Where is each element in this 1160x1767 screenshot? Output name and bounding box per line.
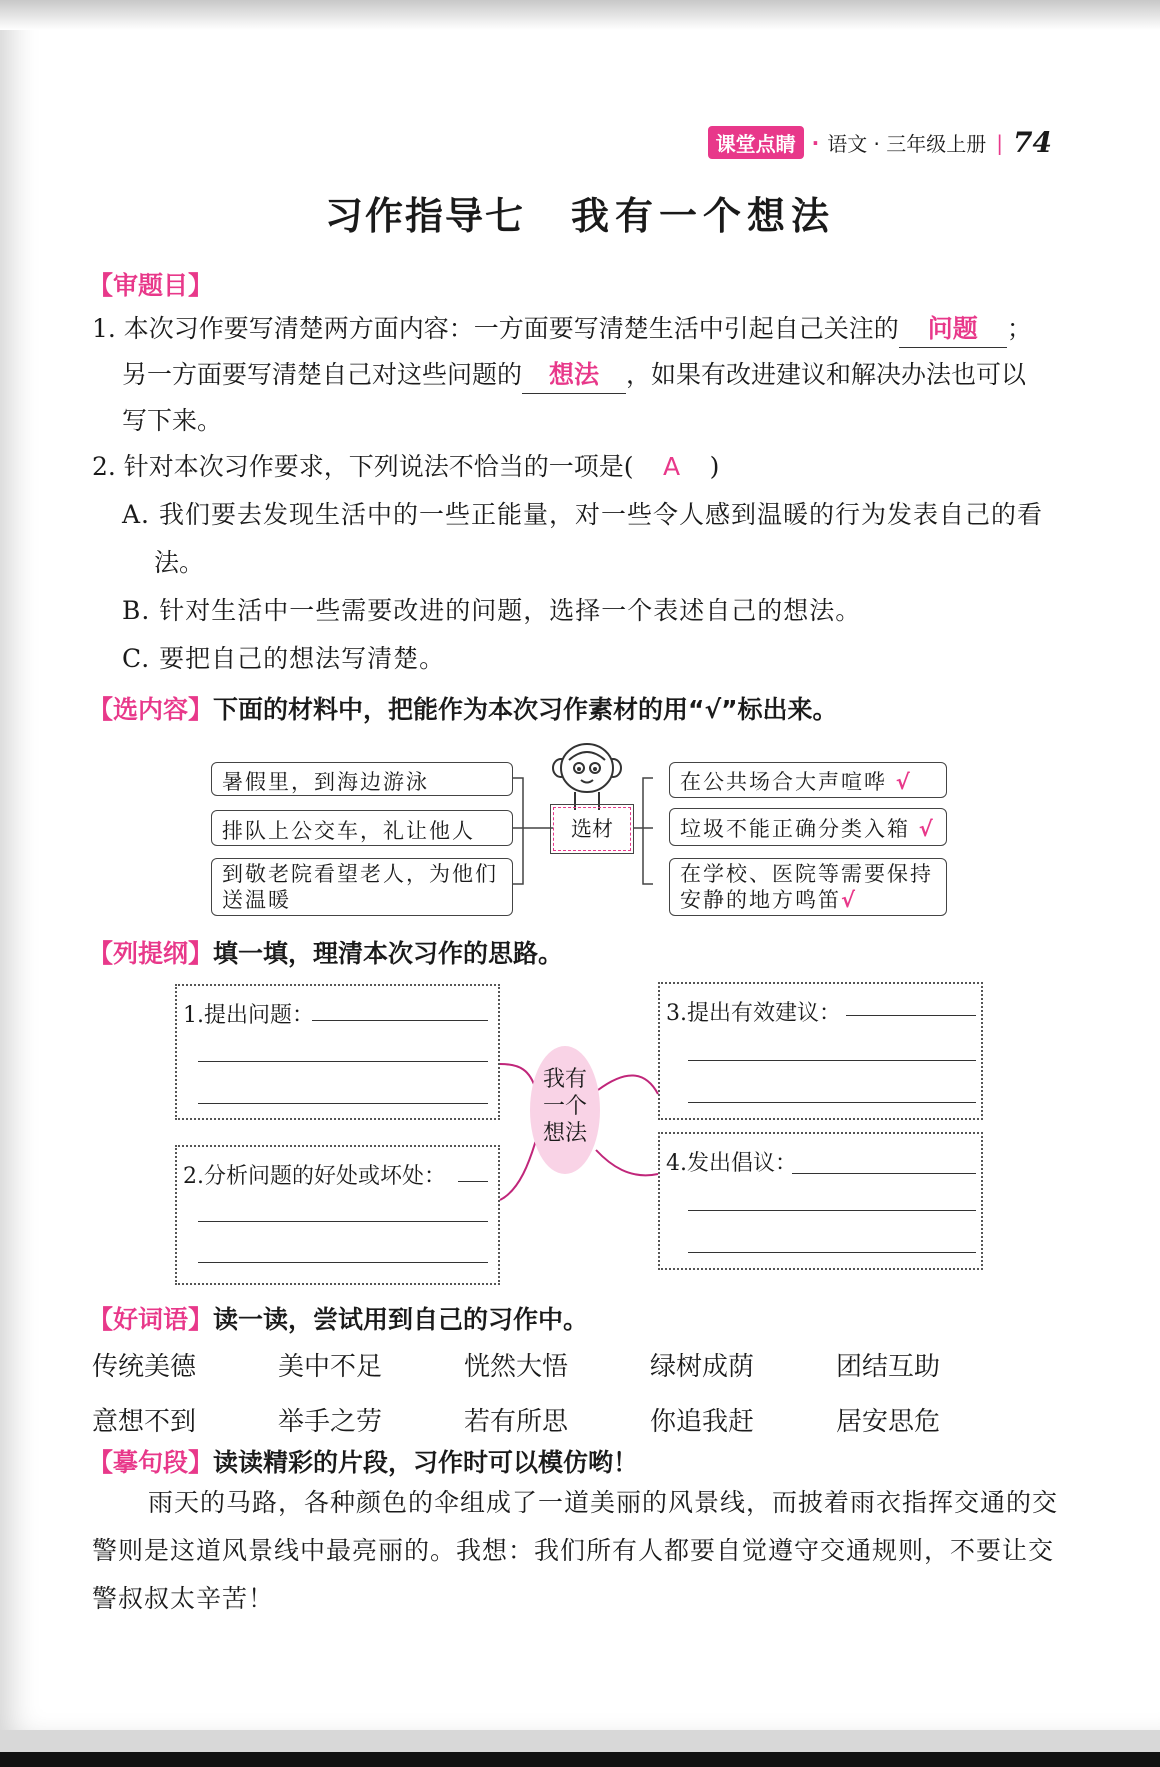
header-dot: · [811, 130, 820, 155]
material-right-3 [669, 858, 947, 916]
center-text-2: 一个 [542, 1094, 587, 1119]
section-tag: 【列提纲】 [88, 939, 214, 968]
q1-text: 1. 本次习作要写清楚两方面内容：一方面要写清楚生活中引起自己关注的 [92, 314, 899, 343]
q1-text-2b: ，如果有改进建议和解决办法也可以 [626, 360, 1027, 389]
section-tag: 【审题目】 [88, 271, 214, 300]
outline-box-3 [658, 982, 983, 1120]
header-separator: | [996, 130, 1004, 155]
answer-line[interactable] [198, 1103, 488, 1104]
passage-line-2: 警则是这道风景线中最亮丽的。我想：我们所有人都要自觉遵守交通规则，不要让交 [92, 1536, 1055, 1565]
answer-line[interactable] [792, 1173, 976, 1174]
word-item: 居安思危 [836, 1407, 941, 1437]
material-right-2-text: 垃圾不能正确分类入箱 [680, 817, 910, 841]
word-item: 美中不足 [278, 1352, 383, 1382]
section-litigang-heading [88, 934, 563, 970]
outline-box-4 [658, 1132, 983, 1270]
section-instruction: 读读精彩的片段，习作时可以模仿哟！ [213, 1448, 639, 1477]
q1-answer2-blank: 想法 [522, 357, 626, 394]
q1-semicolon: ； [1006, 314, 1032, 343]
section-tag: 【摹句段】 [88, 1448, 214, 1477]
material-right-1 [669, 762, 947, 798]
page-number: 74 [1013, 126, 1052, 159]
material-right-1-text: 在公共场合大声喧哗 [680, 770, 887, 794]
bottom-bar [0, 1752, 1160, 1767]
center-text-3: 想法 [542, 1121, 587, 1146]
check-mark: √ [895, 770, 912, 794]
answer-line[interactable] [688, 1060, 976, 1061]
check-mark: √ [918, 817, 935, 841]
q2-stem-text: 2. 针对本次习作要求，下列说法不恰当的一项是( [92, 452, 634, 481]
subject-label: 语文 · 三年级上册 [827, 132, 987, 156]
q1-line3: 写下来。 [122, 406, 223, 435]
outline-box-1 [175, 984, 500, 1120]
word-item: 绿树成荫 [650, 1352, 755, 1382]
monkey-icon [547, 738, 627, 814]
answer-line[interactable] [458, 1181, 488, 1182]
word-item: 意想不到 [92, 1407, 197, 1437]
outline-box-4-label: 4.发出倡议： [666, 1151, 797, 1176]
section-haociyu-heading [88, 1300, 588, 1336]
answer-line[interactable] [198, 1262, 488, 1263]
answer-line[interactable] [846, 1015, 976, 1016]
section-instruction: 填一填，理清本次习作的思路。 [213, 939, 564, 968]
q2-stem-close: ) [709, 452, 720, 481]
word-item: 若有所思 [464, 1407, 569, 1437]
word-item: 团结互助 [836, 1352, 941, 1382]
section-mojuduan-heading [88, 1443, 638, 1479]
section-instruction: 读一读，尝试用到自己的习作中。 [213, 1305, 589, 1334]
curve-2 [500, 1140, 536, 1200]
answer-line[interactable] [688, 1102, 976, 1103]
xuancai-label: 选材 [553, 807, 631, 851]
curve-3 [598, 1075, 658, 1094]
word-item: 恍然大悟 [464, 1352, 569, 1382]
outline-box-2 [175, 1145, 500, 1285]
outline-box-3-label: 3.提出有效建议： [666, 1001, 841, 1026]
passage-line-3: 警叔叔太辛苦！ [92, 1584, 275, 1613]
outline-box-2-label: 2.分析问题的好处或坏处： [183, 1164, 446, 1189]
check-mark: √ [841, 888, 858, 912]
material-right-3-text: 在学校、医院等需要保持安静的地方鸣笛 [680, 862, 933, 912]
section-tag: 【选内容】 [88, 695, 214, 724]
q2-option-a-line1: A. 我们要去发现生活中的一些正能量，对一些令人感到温暖的行为发表自己的看 [122, 500, 1043, 529]
title-main: 习作指导七 [324, 194, 525, 238]
q1-answer1-blank: 问题 [899, 311, 1007, 348]
q1-text-2a: 另一方面要写清楚自己对这些问题的 [122, 360, 523, 389]
answer-line[interactable] [688, 1252, 976, 1253]
material-left-1: 暑假里，到海边游泳 [211, 762, 513, 796]
word-item: 你追我赶 [650, 1407, 755, 1437]
center-text-1: 我有 [542, 1067, 587, 1092]
curve-4 [596, 1150, 658, 1175]
word-item: 传统美德 [92, 1352, 197, 1382]
center-oval [530, 1046, 600, 1174]
section-instruction: 下面的材料中，把能作为本次习作素材的用“√”标出来。 [213, 695, 838, 724]
material-right-2 [669, 808, 947, 846]
right-bracket [633, 778, 653, 884]
section-tag: 【好词语】 [88, 1305, 214, 1334]
passage-line-1: 雨天的马路，各种颜色的伞组成了一道美丽的风景线，而披着雨衣指挥交通的交 [148, 1488, 1059, 1517]
answer-line[interactable] [198, 1221, 488, 1222]
q2-option-a-line2: 法。 [154, 548, 205, 577]
answer-line[interactable] [312, 1020, 488, 1021]
brand-badge: 课堂点睛 [708, 126, 804, 159]
q2-option-c: C. 要把自己的想法写清楚。 [122, 644, 446, 673]
q2-answer: A [663, 452, 681, 481]
material-left-3: 到敬老院看望老人，为他们送温暖 [211, 858, 513, 916]
outline-box-1-label: 1.提出问题： [183, 1003, 314, 1028]
title-topic: 我有一个想法 [571, 193, 836, 238]
word-item: 举手之劳 [278, 1407, 383, 1437]
material-left-2: 排队上公交车，礼让他人 [211, 810, 513, 846]
answer-line[interactable] [198, 1061, 488, 1062]
word-grid [92, 1346, 1022, 1438]
q2-option-b: B. 针对生活中一些需要改进的问题，选择一个表述自己的想法。 [122, 596, 862, 625]
answer-line[interactable] [688, 1210, 976, 1211]
